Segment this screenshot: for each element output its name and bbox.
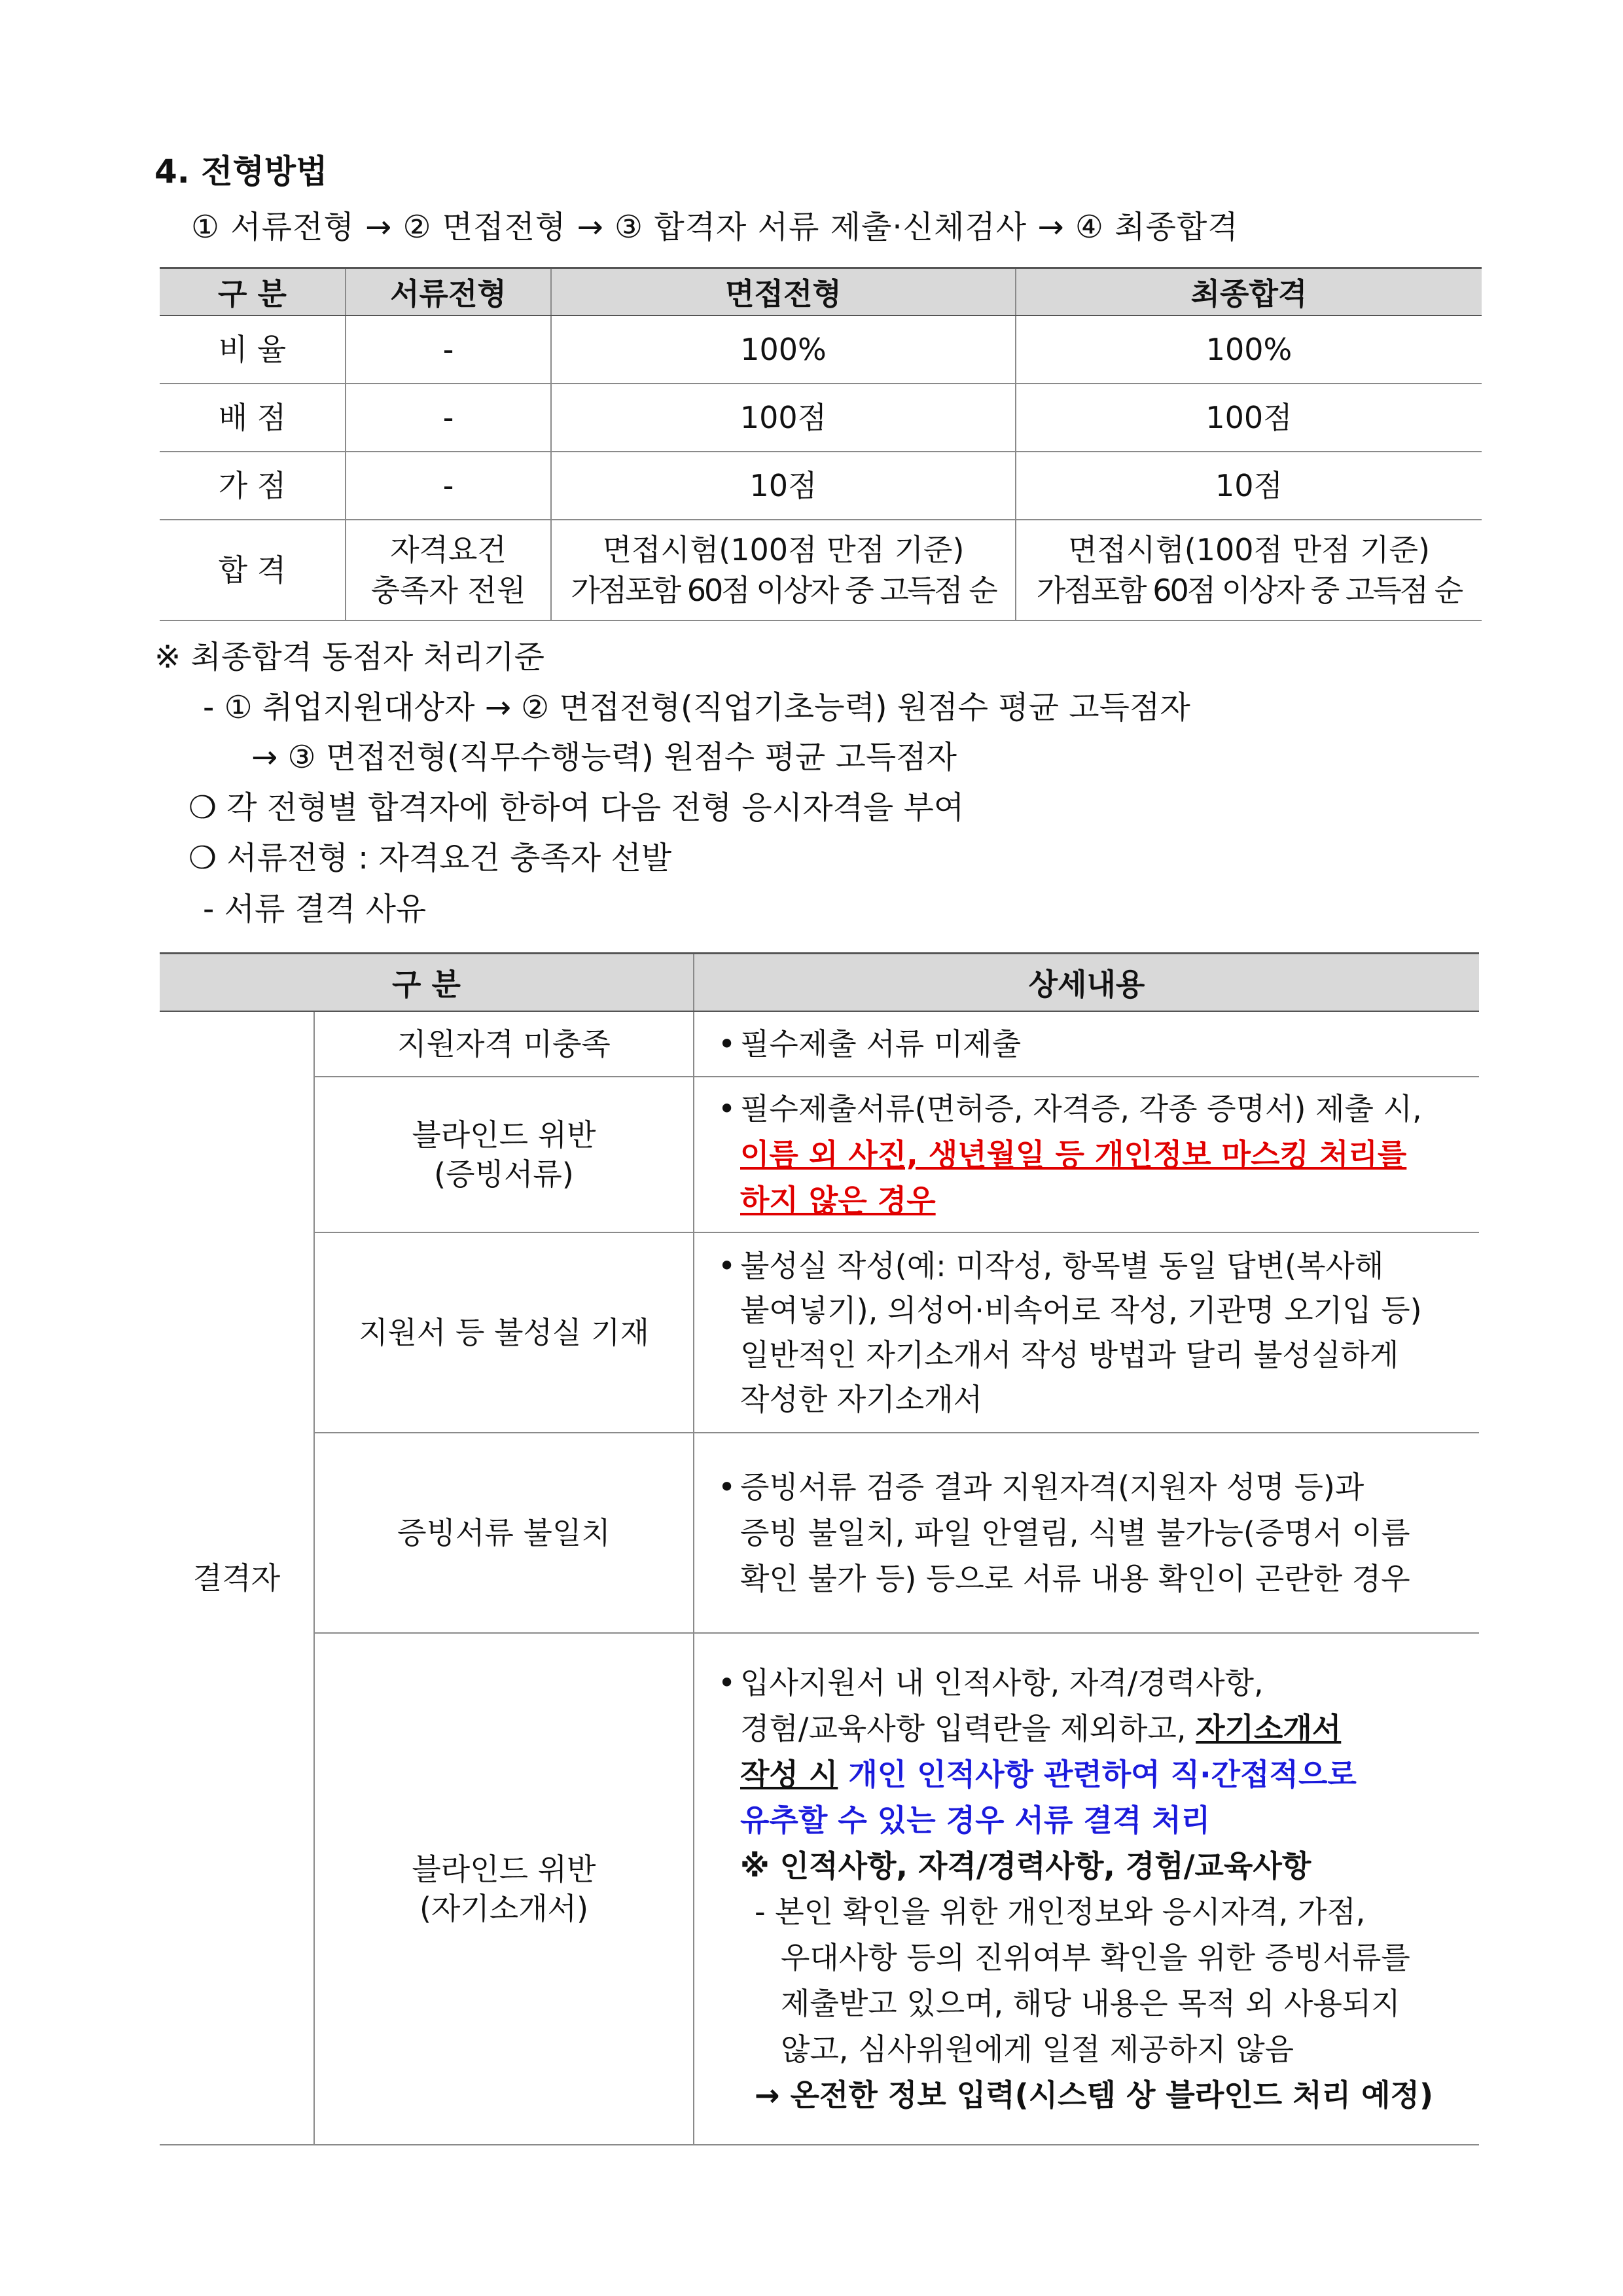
header-interview: 면접전형 — [551, 268, 1016, 316]
table-row — [160, 1633, 1479, 2145]
detail-cell: • 입사지원서 내 인적사항, 자격/경력사항, 경험/교육사항 입력란을 제외하고, 자기소개서 작성 시 개인 인적사항 관련하여 직·간접적으로 유추할 수 있는 경우 서류 결격 처리 ※ 인적사항, 자격/경력사항, 경험/교육사항 - 본인 확인을 위한 개인정보와 응시자격, 가점, 우대사항 등의 진위여부 확인을 위한 증빙서류를 제출받고 있으며, 해당 내용은 목적 외 사용되지 않고, 심사위원에게 일절 제공하지 않음 → 온전한 정보 입력(시스템 상 블라인드 처리 예정) — [694, 1633, 1479, 2145]
tiebreak-title: ※ 최종합격 동점자 처리기준 — [154, 639, 545, 675]
cell — [551, 520, 1016, 620]
cell-line: 면접시험(100점 만점 기준) — [1068, 532, 1430, 567]
detail-cell: • 필수제출 서류 미제출 — [694, 1011, 1479, 1077]
cell-line: 가점포함 60점 이상자 중 고득점 순 — [1036, 573, 1462, 608]
bullet: • — [718, 1091, 736, 1126]
header-category: 구 분 — [160, 954, 694, 1012]
selection-steps: ① 서류전형 → ② 면접전형 → ③ 합격자 서류 제출·신체검사 → ④ 최종합격 — [191, 209, 1239, 245]
row-label: 비 율 — [160, 315, 346, 384]
category-cell: 블라인드 위반 (증빙서류) — [314, 1077, 694, 1232]
circle-item: ❍ 서류전형 : 자격요건 충족자 선발 — [188, 840, 672, 876]
header-detail: 상세내용 — [694, 954, 1479, 1012]
row-label: 가 점 — [160, 452, 346, 520]
cell: 100% — [1016, 315, 1482, 384]
tiebreak-line: - ① 취업지원대상자 → ② 면접전형(직업기초능력) 원점수 평균 고득점자 — [203, 689, 1190, 726]
section-title: 4. 전형방법 — [154, 152, 328, 190]
cell: 10점 — [551, 452, 1016, 520]
table-row-pass — [160, 520, 1482, 620]
header-final: 최종합격 — [1016, 268, 1482, 316]
bullet: • — [718, 1469, 736, 1505]
row-label: 배 점 — [160, 384, 346, 452]
cell: - — [346, 315, 551, 384]
bullet: • — [718, 1248, 736, 1283]
cell: 10점 — [1016, 452, 1482, 520]
table-row — [160, 452, 1482, 520]
circle-item: ❍ 각 전형별 합격자에 한하여 다음 전형 응시자격을 부여 — [188, 789, 965, 826]
bullet: • — [718, 1665, 736, 1700]
cell — [1016, 520, 1482, 620]
cell: - — [346, 452, 551, 520]
detail-cell: • 증빙서류 검증 결과 지원자격(지원자 성명 등)과 증빙 불일치, 파일 안열림, 식별 불가능(증명서 이름 확인 불가 등) 등으로 서류 내용 확인이 곤란한 경우 — [694, 1433, 1479, 1633]
table-header-row — [160, 268, 1482, 316]
table-row — [160, 1232, 1479, 1433]
cell-line: 충족자 전원 — [370, 573, 526, 608]
table-row — [160, 1011, 1479, 1077]
highlight-red: 하지 않은 경우 — [740, 1183, 936, 1218]
header-document: 서류전형 — [346, 268, 551, 316]
detail-cell: • 불성실 작성(예: 미작성, 항목별 동일 답변(복사해 붙여넣기), 의성어·비속어로 작성, 기관명 오기입 등) 일반적인 자기소개서 작성 방법과 달리 불성실하게 작성한 자기소개서 — [694, 1232, 1479, 1433]
category-cell: 지원자격 미충족 — [314, 1011, 694, 1077]
cell: 100점 — [551, 384, 1016, 452]
tiebreak-line: → ③ 면접전형(직무수행능력) 원점수 평균 고득점자 — [251, 739, 957, 776]
cell-line: 면접시험(100점 만점 기준) — [602, 532, 965, 567]
table-row — [160, 1077, 1479, 1232]
table-header-row — [160, 954, 1479, 1012]
category-cell: 증빙서류 불일치 — [314, 1433, 694, 1633]
category-cell: 지원서 등 불성실 기재 — [314, 1232, 694, 1433]
table-row — [160, 315, 1482, 384]
bullet: • — [718, 1026, 736, 1062]
highlight-red: 이름 외 사진, 생년월일 등 개인정보 마스킹 처리를 — [740, 1137, 1407, 1172]
table-row — [160, 1433, 1479, 1633]
header-category: 구 분 — [160, 268, 346, 316]
cell: 100% — [551, 315, 1016, 384]
cell: - — [346, 384, 551, 452]
cell-line: 가점포함 60점 이상자 중 고득점 순 — [571, 573, 996, 608]
row-label: 합 격 — [160, 520, 346, 620]
table-row — [160, 384, 1482, 452]
category-cell: 블라인드 위반 (자기소개서) — [314, 1633, 694, 2145]
cell — [346, 520, 551, 620]
selection-method-table — [160, 267, 1482, 621]
disqualification-table — [160, 952, 1479, 2145]
cell: 100점 — [1016, 384, 1482, 452]
detail-cell: • 필수제출서류(면허증, 자격증, 각종 증명서) 제출 시, 이름 외 사진, 생년월일 등 개인정보 마스킹 처리를 하지 않은 경우 — [694, 1077, 1479, 1232]
group-label: 결격자 — [160, 1011, 314, 2145]
dash-item: - 서류 결격 사유 — [203, 891, 427, 927]
cell-line: 자격요건 — [390, 532, 507, 567]
